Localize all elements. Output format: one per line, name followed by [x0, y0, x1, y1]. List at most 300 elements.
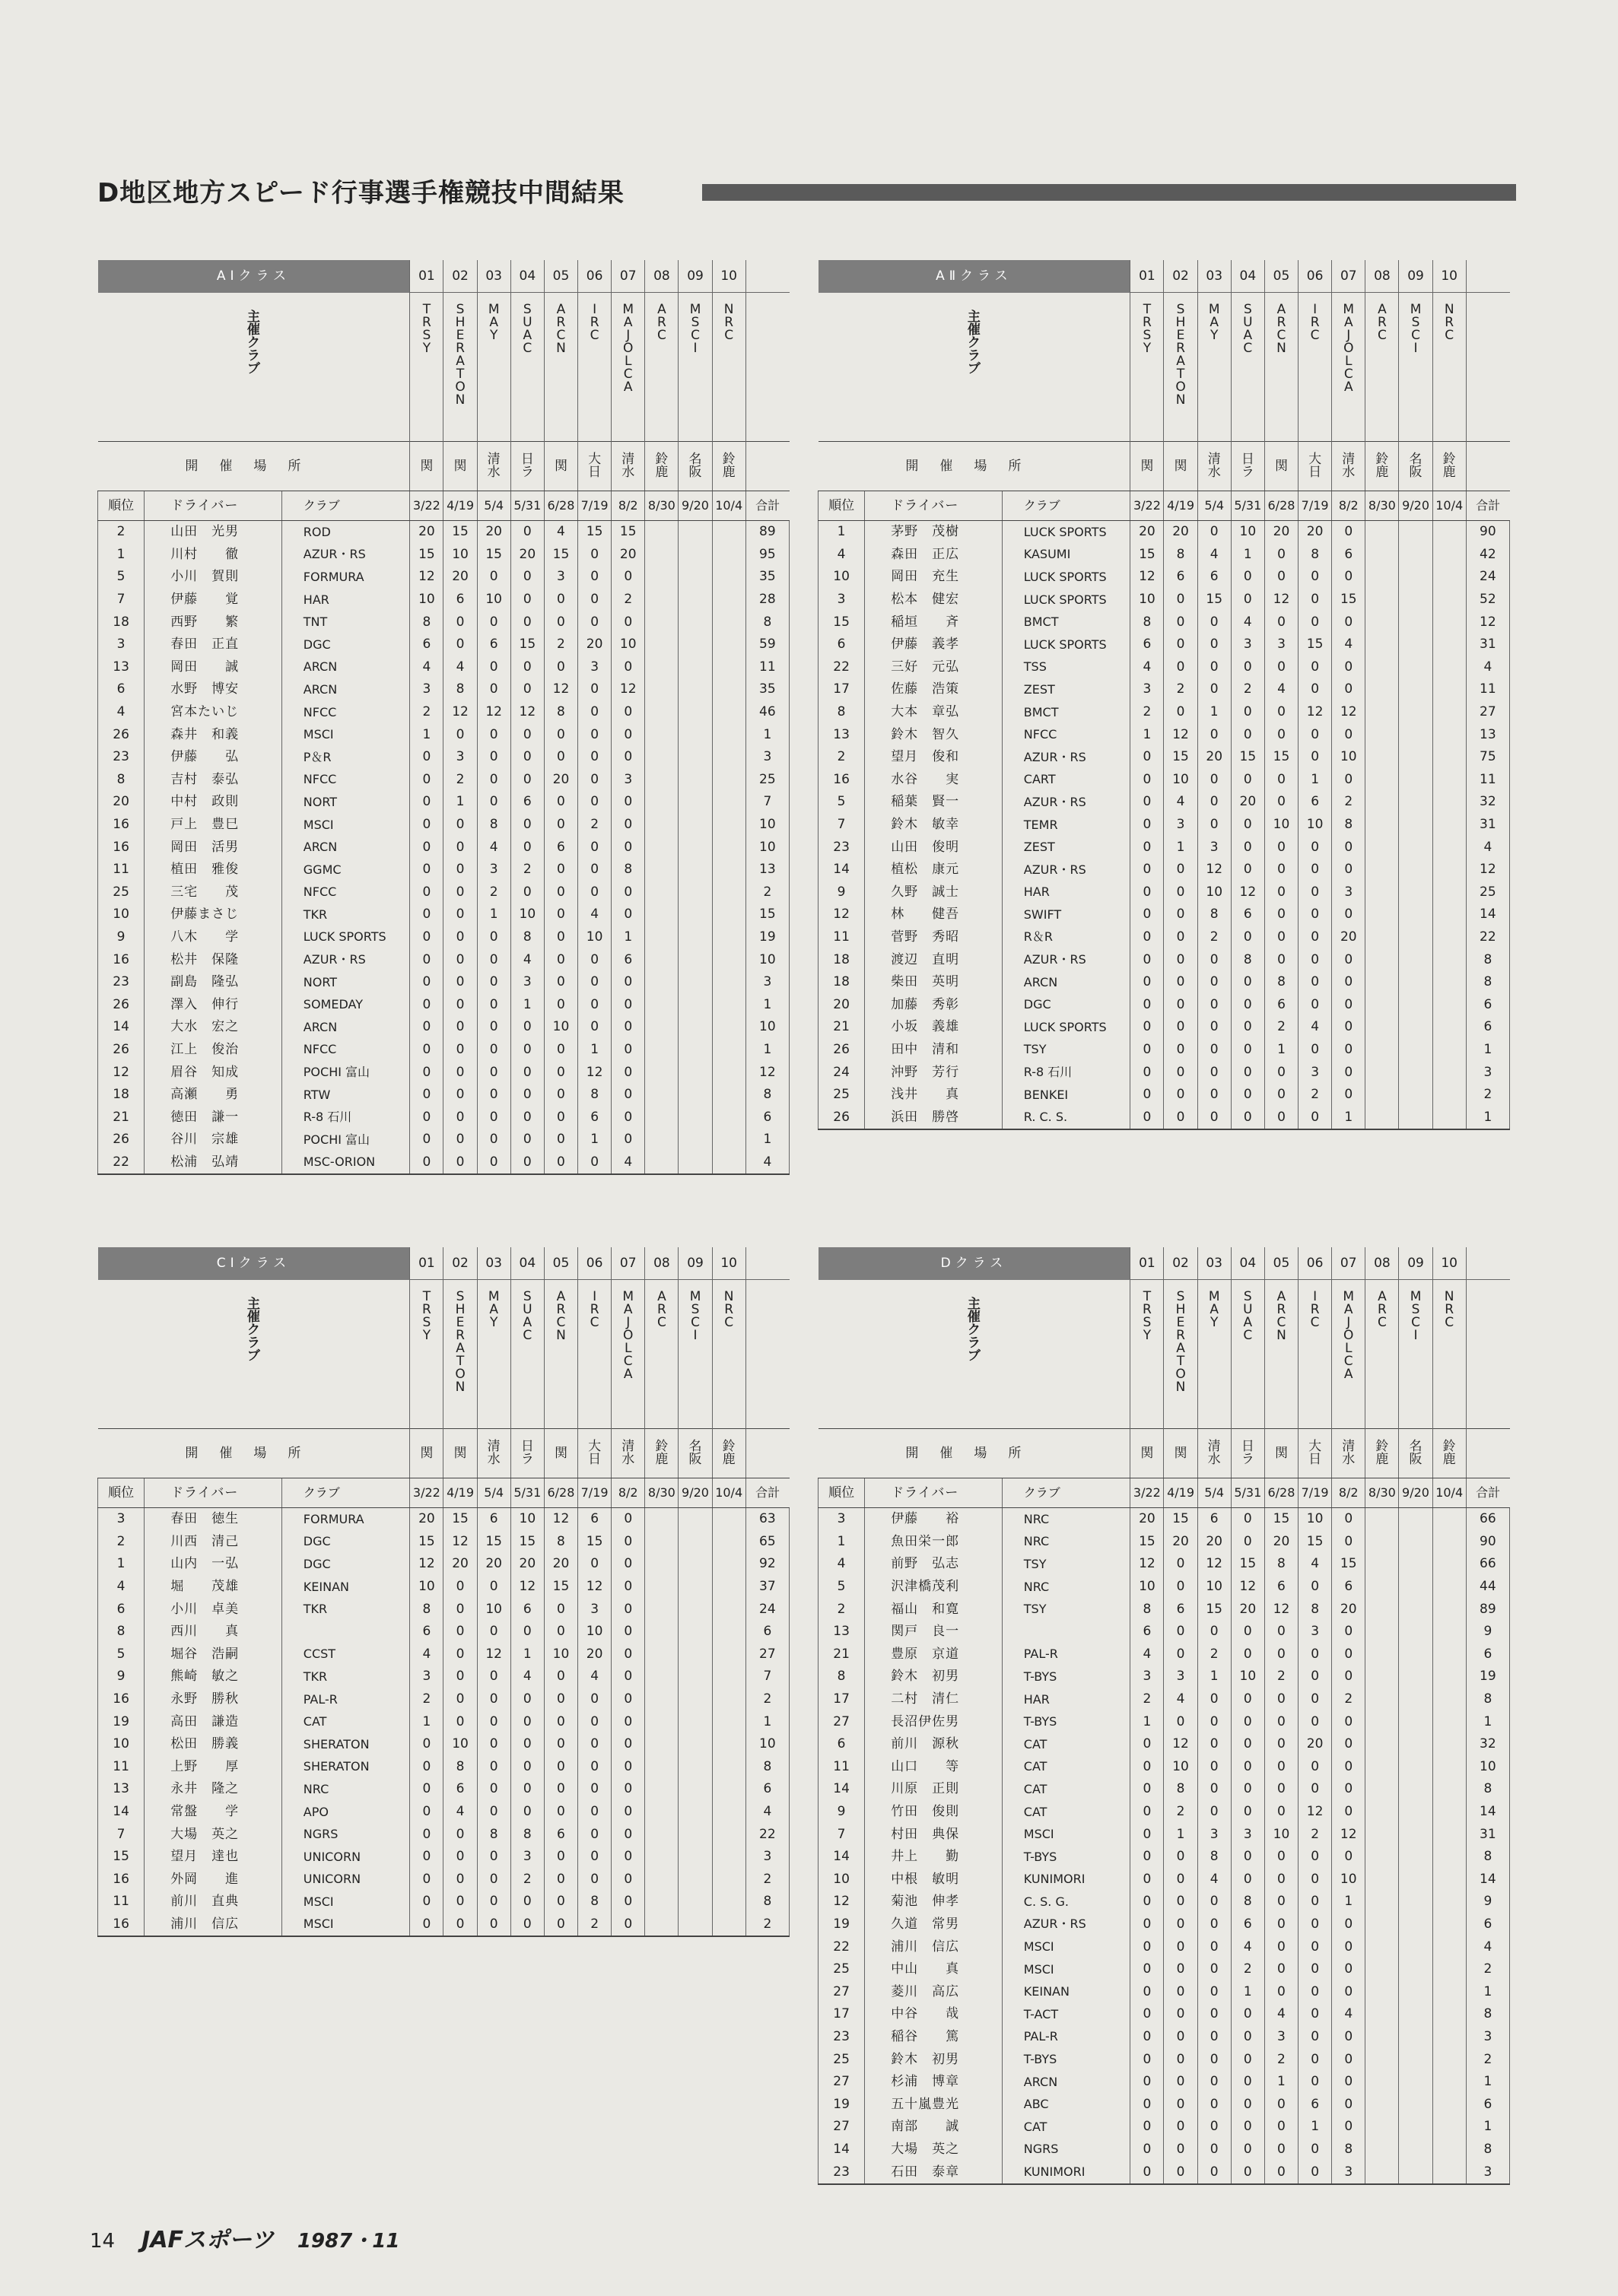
points: 0 — [477, 1913, 510, 1937]
points: 0 — [1164, 589, 1197, 611]
points: 0 — [443, 948, 477, 971]
venue-char: 鈴 — [1442, 452, 1456, 467]
points: 0 — [510, 836, 544, 859]
points: 0 — [1231, 2093, 1264, 2116]
sponsor-club-char: T — [1176, 1354, 1185, 1369]
points: 4 — [1332, 2003, 1365, 2026]
table-row — [819, 701, 1510, 724]
venue-char: 鹿 — [1375, 465, 1389, 480]
rank: 9 — [819, 881, 865, 904]
col-total: 合計 — [745, 1478, 789, 1508]
points — [679, 791, 712, 814]
round-number: 01 — [410, 1247, 443, 1280]
driver: 戸上 豊巳 — [145, 814, 282, 837]
points: 0 — [578, 701, 612, 724]
club: ARCN — [1002, 971, 1130, 994]
points — [712, 859, 745, 881]
club: DGC — [1002, 993, 1130, 1016]
points — [1432, 1084, 1466, 1107]
driver: 鈴木 敏幸 — [865, 814, 1003, 837]
col-date: 9/20 — [679, 491, 712, 521]
points: 0 — [544, 971, 577, 994]
points — [1365, 1531, 1399, 1554]
sponsor-club-char: N — [455, 1380, 466, 1395]
sponsor-club-char: H — [1175, 315, 1186, 330]
table-row — [819, 1869, 1510, 1891]
points: 0 — [1264, 611, 1298, 634]
points: 0 — [1264, 881, 1298, 904]
sponsor-club-char: R — [421, 1302, 431, 1317]
club: CAT — [1002, 2116, 1130, 2139]
points: 0 — [443, 1598, 477, 1621]
sponsor-club-char: Y — [422, 1328, 431, 1343]
total: 1 — [1466, 1980, 1509, 2003]
total: 19 — [745, 926, 789, 949]
points — [1365, 678, 1399, 701]
table-row — [819, 1666, 1510, 1688]
points — [712, 1576, 745, 1599]
total: 3 — [1466, 2161, 1509, 2184]
rank: 14 — [819, 1846, 865, 1869]
points: 8 — [1332, 814, 1365, 837]
points: 4 — [1164, 1688, 1197, 1711]
sponsor-club — [1432, 293, 1466, 442]
total: 6 — [745, 1621, 789, 1643]
rank: 6 — [819, 1733, 865, 1756]
rank: 17 — [819, 678, 865, 701]
table-row — [98, 656, 790, 679]
points: 0 — [1264, 836, 1298, 859]
points: 1 — [1164, 836, 1197, 859]
club: DGC — [281, 634, 410, 656]
rank: 13 — [98, 656, 145, 679]
points: 0 — [612, 1643, 645, 1666]
sponsor-label-char: 催 — [246, 322, 260, 338]
points — [1365, 634, 1399, 656]
venue-label: 開催場所 — [819, 1429, 1130, 1478]
table-row — [98, 1129, 790, 1151]
points — [712, 1531, 745, 1554]
driver: 魚田栄一郎 — [865, 1531, 1003, 1554]
points: 0 — [410, 926, 443, 949]
points: 0 — [477, 1084, 510, 1107]
venue — [510, 442, 544, 491]
points: 8 — [410, 1598, 443, 1621]
total: 32 — [1466, 791, 1509, 814]
points: 0 — [1164, 656, 1197, 679]
points: 0 — [1264, 1869, 1298, 1891]
points: 2 — [1299, 1084, 1332, 1107]
sponsor-club-char: I — [1313, 302, 1318, 317]
total: 4 — [745, 1151, 789, 1175]
venue-char: 水 — [1342, 1452, 1356, 1467]
sponsor-club-char: A — [623, 1367, 633, 1382]
points — [645, 1084, 679, 1107]
rank: 7 — [98, 1823, 145, 1846]
driver: 小川 卓美 — [145, 1598, 282, 1621]
points: 0 — [1164, 993, 1197, 1016]
points: 0 — [1264, 1801, 1298, 1824]
venue — [544, 1429, 577, 1478]
venue-char: 鹿 — [1375, 1452, 1389, 1467]
points — [1365, 836, 1399, 859]
points — [1432, 1980, 1466, 2003]
points: 0 — [1264, 2139, 1298, 2161]
rank: 1 — [819, 521, 865, 544]
points: 0 — [1264, 1778, 1298, 1801]
points: 0 — [1130, 881, 1164, 904]
points: 20 — [1164, 1531, 1197, 1554]
points: 6 — [1264, 993, 1298, 1016]
points — [645, 1621, 679, 1643]
points: 0 — [510, 566, 544, 589]
points — [712, 1643, 745, 1666]
points: 0 — [578, 611, 612, 634]
points: 0 — [1130, 2116, 1164, 2139]
points: 10 — [1164, 769, 1197, 792]
total: 10 — [1466, 1756, 1509, 1779]
points — [645, 836, 679, 859]
points: 0 — [612, 791, 645, 814]
points — [645, 1778, 679, 1801]
venue-char: 関 — [1274, 1445, 1288, 1461]
points: 2 — [1164, 678, 1197, 701]
sponsor-club-char: I — [693, 341, 698, 356]
points: 0 — [1197, 611, 1231, 634]
sponsor-club-char: R — [456, 1328, 465, 1343]
sponsor-label — [819, 293, 1130, 442]
venue — [443, 1429, 477, 1478]
sponsor-club — [1332, 1280, 1365, 1429]
points: 0 — [612, 1666, 645, 1688]
points: 0 — [410, 1869, 443, 1891]
blank-cell — [1466, 260, 1509, 293]
points: 0 — [1231, 2071, 1264, 2094]
sponsor-club-char: H — [455, 315, 466, 330]
points: 4 — [1130, 1643, 1164, 1666]
driver: 加藤 秀彰 — [865, 993, 1003, 1016]
points: 0 — [443, 1576, 477, 1599]
points: 0 — [1231, 2026, 1264, 2049]
club: TKR — [281, 1666, 410, 1688]
points: 12 — [1164, 723, 1197, 746]
points — [679, 1531, 712, 1554]
venue-char: 日 — [520, 452, 534, 467]
points: 0 — [443, 1016, 477, 1039]
points: 20 — [510, 544, 544, 567]
points: 3 — [510, 971, 544, 994]
points: 10 — [1264, 1823, 1298, 1846]
venue-char: 鹿 — [1442, 1452, 1456, 1467]
club: T-BYS — [1002, 1846, 1130, 1869]
points — [1365, 926, 1399, 949]
points: 0 — [477, 1621, 510, 1643]
points: 0 — [1299, 1869, 1332, 1891]
rank: 16 — [98, 1688, 145, 1711]
points: 0 — [1130, 1846, 1164, 1869]
driver: 福山 和寛 — [865, 1598, 1003, 1621]
points: 0 — [544, 1151, 577, 1175]
points: 0 — [443, 723, 477, 746]
points: 0 — [1332, 566, 1365, 589]
points — [1432, 1598, 1466, 1621]
table-row — [819, 1823, 1510, 1846]
points: 8 — [443, 1756, 477, 1779]
sponsor-club-char: Y — [1143, 341, 1152, 356]
sponsor-club-char: C — [1411, 1315, 1420, 1330]
sponsor-club-char: O — [1343, 1328, 1354, 1343]
club: CAT — [1002, 1801, 1130, 1824]
sponsor-club — [1264, 1280, 1298, 1429]
points: 6 — [612, 948, 645, 971]
club: KUNIMORI — [1002, 1869, 1130, 1891]
sponsor-club-char: C — [1310, 328, 1320, 343]
sponsor-club-char: Y — [422, 341, 431, 356]
venue — [1365, 442, 1399, 491]
blank-cell — [1466, 1247, 1509, 1280]
total: 95 — [745, 544, 789, 567]
points: 0 — [578, 723, 612, 746]
club: ABC — [1002, 2093, 1130, 2116]
total: 6 — [1466, 2093, 1509, 2116]
points — [712, 926, 745, 949]
driver: 植田 雅俊 — [145, 859, 282, 881]
club: DGC — [281, 1531, 410, 1554]
points: 0 — [1264, 1756, 1298, 1779]
points: 0 — [510, 1710, 544, 1733]
points: 0 — [1332, 769, 1365, 792]
driver: 岡田 充生 — [865, 566, 1003, 589]
points: 12 — [410, 566, 443, 589]
points: 0 — [1332, 1958, 1365, 1981]
rank: 24 — [819, 1061, 865, 1084]
points — [679, 566, 712, 589]
points — [679, 1756, 712, 1779]
venue-char: 関 — [453, 1445, 467, 1461]
points — [1432, 1106, 1466, 1129]
sponsor-club-char: M — [1343, 1289, 1355, 1304]
points: 10 — [1231, 1666, 1264, 1688]
rank: 20 — [98, 791, 145, 814]
points: 0 — [443, 1688, 477, 1711]
driver: 松本 健宏 — [865, 589, 1003, 611]
sponsor-club — [1197, 293, 1231, 442]
points — [1432, 544, 1466, 567]
points: 6 — [1299, 2093, 1332, 2116]
points: 0 — [1197, 2161, 1231, 2184]
points: 0 — [544, 1913, 577, 1937]
points: 20 — [1264, 521, 1298, 544]
driver: 茅野 茂樹 — [865, 521, 1003, 544]
table-row — [98, 723, 790, 746]
points — [1399, 1869, 1432, 1891]
points: 0 — [1264, 701, 1298, 724]
table-row — [819, 1039, 1510, 1062]
blank-cell — [745, 260, 789, 293]
points: 0 — [1164, 1710, 1197, 1733]
sponsor-club-char: A — [523, 328, 532, 343]
points: 8 — [578, 1891, 612, 1913]
rank: 9 — [819, 1801, 865, 1824]
points: 0 — [612, 1891, 645, 1913]
rank: 17 — [819, 1688, 865, 1711]
rank: 8 — [819, 701, 865, 724]
sponsor-club-char: E — [1176, 1315, 1185, 1330]
points: 0 — [1299, 903, 1332, 926]
round-number: 09 — [679, 260, 712, 293]
points: 0 — [1130, 1084, 1164, 1107]
points — [679, 903, 712, 926]
driver: 江上 俊治 — [145, 1039, 282, 1062]
rank: 2 — [98, 521, 145, 544]
points — [1399, 903, 1432, 926]
venue-char: ラ — [520, 465, 534, 480]
round-number: 09 — [679, 1247, 712, 1280]
driver: 伊藤 覚 — [145, 589, 282, 611]
points: 1 — [510, 1643, 544, 1666]
sponsor-club-char: S — [1243, 1289, 1252, 1304]
sponsor-label-char: 主 — [246, 1296, 260, 1312]
points: 15 — [1130, 544, 1164, 567]
sponsor-club-char: M — [488, 302, 500, 317]
points — [645, 791, 679, 814]
total: 2 — [1466, 1084, 1509, 1107]
points: 0 — [1332, 1778, 1365, 1801]
table-row — [819, 993, 1510, 1016]
col-date: 10/4 — [1432, 1478, 1466, 1508]
table-row — [819, 746, 1510, 769]
rank: 19 — [819, 2093, 865, 2116]
club: TSS — [1002, 656, 1130, 679]
points: 0 — [1197, 1913, 1231, 1936]
points: 10 — [410, 1576, 443, 1599]
points — [1365, 1958, 1399, 1981]
points — [1399, 1084, 1432, 1107]
points — [1365, 2161, 1399, 2184]
points: 0 — [1332, 971, 1365, 994]
points — [1365, 1621, 1399, 1643]
points — [645, 1801, 679, 1824]
points — [1365, 2071, 1399, 2094]
rank: 2 — [819, 1598, 865, 1621]
points: 0 — [1332, 948, 1365, 971]
points: 4 — [1299, 1553, 1332, 1576]
points — [1432, 1666, 1466, 1688]
venue-char: 関 — [1274, 458, 1288, 474]
table-row — [98, 1733, 790, 1756]
driver: 前野 弘志 — [865, 1553, 1003, 1576]
points: 0 — [612, 566, 645, 589]
club: R＆R — [1002, 926, 1130, 949]
col-total: 合計 — [1466, 491, 1509, 521]
total: 25 — [1466, 881, 1509, 904]
total: 1 — [1466, 1710, 1509, 1733]
points: 0 — [1264, 1958, 1298, 1981]
blank-cell — [1466, 1429, 1509, 1478]
round-number: 05 — [544, 1247, 577, 1280]
points: 12 — [1231, 881, 1264, 904]
points — [1365, 746, 1399, 769]
total: 8 — [745, 1891, 789, 1913]
sponsor-club — [443, 293, 477, 442]
points — [1399, 746, 1432, 769]
rank: 18 — [819, 971, 865, 994]
points — [712, 746, 745, 769]
sponsor-club-char: H — [1175, 1302, 1186, 1317]
points — [1365, 1733, 1399, 1756]
points — [1365, 1016, 1399, 1039]
points: 0 — [1164, 2048, 1197, 2071]
col-date: 6/28 — [1264, 1478, 1298, 1508]
col-date: 5/4 — [477, 491, 510, 521]
points: 2 — [612, 589, 645, 611]
points — [1365, 1936, 1399, 1958]
table-row — [98, 1891, 790, 1913]
sponsor-label-char: ク — [967, 1322, 981, 1338]
sponsor-club-char: S — [691, 315, 700, 330]
table-row — [819, 634, 1510, 656]
points — [1365, 2116, 1399, 2139]
points — [1365, 971, 1399, 994]
total: 90 — [1466, 521, 1509, 544]
points: 4 — [612, 1151, 645, 1175]
total: 1 — [745, 1129, 789, 1151]
sponsor-club-char: C — [556, 1315, 566, 1330]
points: 0 — [612, 723, 645, 746]
points: 20 — [1264, 1531, 1298, 1554]
round-number: 02 — [443, 260, 477, 293]
venue — [712, 1429, 745, 1478]
sponsor-club — [510, 293, 544, 442]
points: 2 — [1299, 1823, 1332, 1846]
col-date: 9/20 — [679, 1478, 712, 1508]
points: 0 — [1299, 2048, 1332, 2071]
venue-char: 関 — [554, 1445, 567, 1461]
points — [1365, 1778, 1399, 1801]
points: 12 — [1332, 1823, 1365, 1846]
points: 0 — [477, 769, 510, 792]
points: 2 — [1264, 2048, 1298, 2071]
points — [1432, 836, 1466, 859]
points: 0 — [1164, 1039, 1197, 1062]
points — [679, 993, 712, 1016]
points: 0 — [443, 836, 477, 859]
points — [679, 971, 712, 994]
points — [1432, 993, 1466, 1016]
col-date: 3/22 — [1130, 1478, 1164, 1508]
club: KASUMI — [1002, 544, 1130, 567]
total: 27 — [1466, 701, 1509, 724]
points: 10 — [1130, 589, 1164, 611]
points: 8 — [410, 611, 443, 634]
blank-cell — [1466, 1280, 1509, 1429]
points — [1399, 1913, 1432, 1936]
panel-d-class — [818, 1247, 1510, 2185]
table-row — [98, 1823, 790, 1846]
points: 0 — [1231, 1756, 1264, 1779]
points — [1432, 521, 1466, 544]
points: 0 — [578, 544, 612, 567]
rank: 15 — [819, 611, 865, 634]
points: 15 — [1264, 1508, 1298, 1531]
points: 0 — [1332, 1643, 1365, 1666]
points: 0 — [510, 1106, 544, 1129]
points: 0 — [1197, 1936, 1231, 1958]
points — [1432, 814, 1466, 837]
points — [679, 1129, 712, 1151]
table-row — [98, 836, 790, 859]
venue — [612, 442, 645, 491]
